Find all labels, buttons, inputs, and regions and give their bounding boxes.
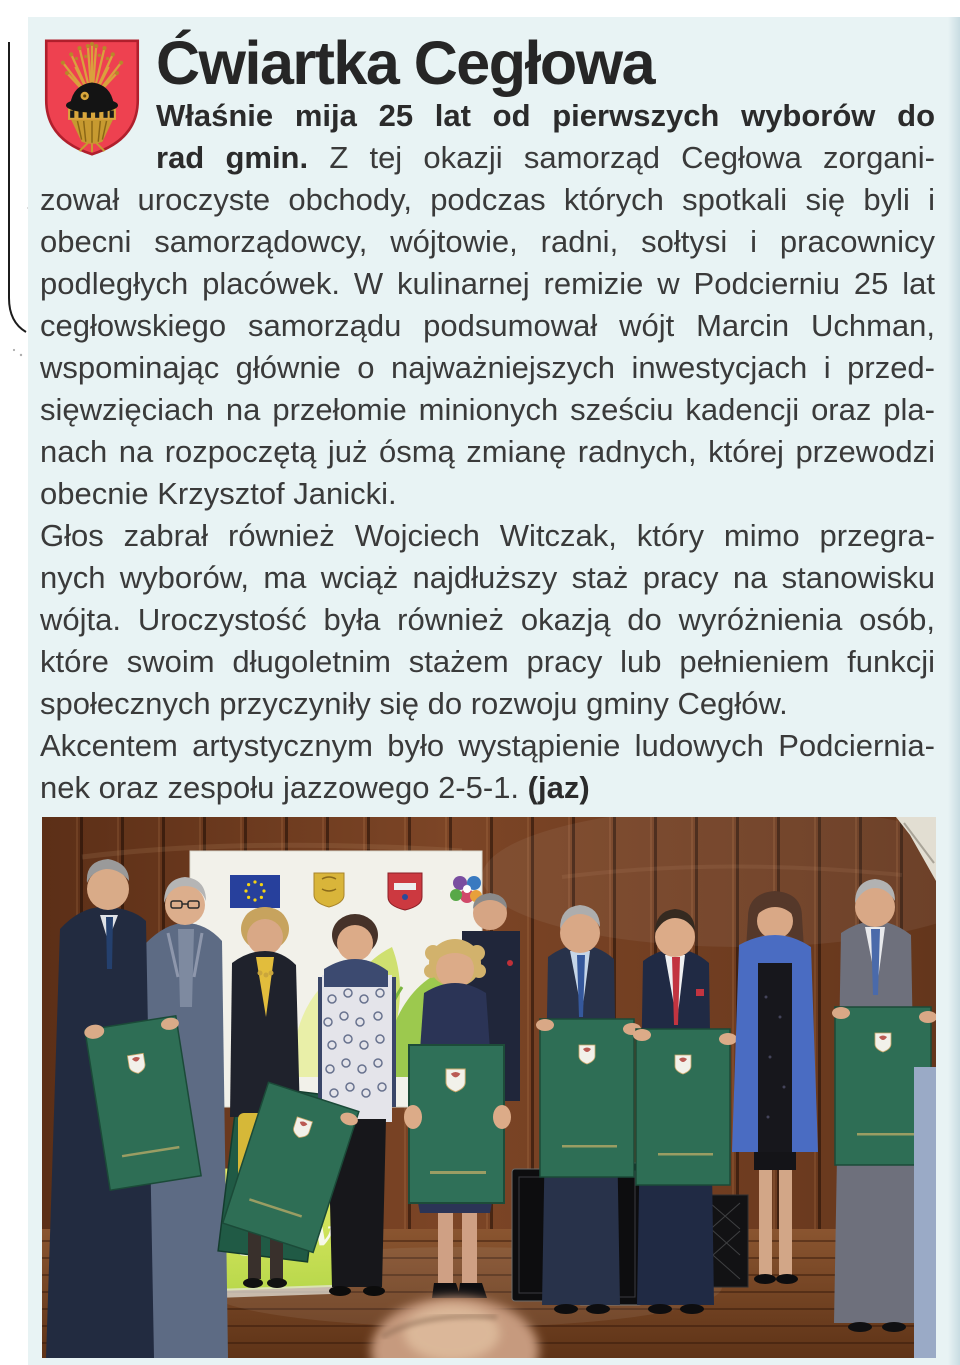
article-body bbox=[40, 95, 935, 809]
column-border-line bbox=[9, 42, 26, 332]
text-run: zował uroczyste obchody, podczas których spotkali się byli i bbox=[40, 182, 935, 217]
text-run: Akcentem artystycznym było wystąpienie ludowych Podciernia- bbox=[40, 728, 935, 763]
article-line bbox=[40, 767, 935, 809]
article bbox=[28, 17, 960, 1358]
article-line bbox=[40, 95, 935, 137]
article-line bbox=[40, 347, 935, 389]
text-run: wspominając głównie o najważniejszych inwestycjach i przed- bbox=[40, 350, 935, 385]
article-line bbox=[40, 599, 935, 641]
gold-crest-logo bbox=[314, 873, 344, 907]
article-line bbox=[40, 305, 935, 347]
photo-scene bbox=[42, 817, 936, 1358]
text-run: nych wyborów, ma wciąż najdłuższy staż pracy na stanowisku bbox=[40, 560, 935, 595]
text-run: sięwzięciach na przełomie minionych sześciu kadencji oraz pla- bbox=[40, 392, 935, 427]
article-line bbox=[40, 473, 935, 515]
text-run: Głos zabrał również Wojciech Witczak, który mimo przegra- bbox=[40, 518, 935, 553]
article-line bbox=[40, 389, 935, 431]
article-line bbox=[40, 725, 935, 767]
pocket-square bbox=[696, 989, 704, 996]
text-run: rad gmin. bbox=[156, 140, 309, 175]
article-line bbox=[40, 557, 935, 599]
green-folder bbox=[536, 1019, 641, 1177]
text-run: (jaz) bbox=[527, 770, 590, 805]
article-line bbox=[40, 515, 935, 557]
text-run: nek oraz zespołu jazzowego 2-5-1. bbox=[40, 770, 528, 805]
article-line bbox=[40, 431, 935, 473]
dust-speck bbox=[13, 349, 15, 351]
red-crest-logo bbox=[388, 873, 422, 910]
text-run: cegłowskiego samorządu podsumował wójt Marcin Uchman, bbox=[40, 308, 935, 343]
text-run: Właśnie mija 25 lat od pierwszych wyborów do bbox=[156, 98, 935, 133]
green-folder bbox=[404, 1045, 511, 1203]
article-panel bbox=[28, 17, 960, 1365]
ceglow-crest-icon bbox=[40, 35, 144, 159]
article-line bbox=[40, 137, 935, 179]
article-line bbox=[40, 221, 935, 263]
text-run: obecnie Krzysztof Janicki. bbox=[40, 476, 397, 511]
text-run: społecznych przyczyniły się do rozwoju gminy Cegłów. bbox=[40, 686, 788, 721]
cutoff-person-sleeve bbox=[914, 1067, 936, 1358]
eu-flag-logo bbox=[230, 875, 280, 908]
page-title: Ćwiartka Cegłowa bbox=[156, 29, 655, 97]
green-folder bbox=[633, 1029, 737, 1185]
article-line bbox=[40, 263, 935, 305]
article-photo bbox=[42, 817, 936, 1358]
article-line bbox=[40, 179, 935, 221]
dust-speck bbox=[20, 354, 22, 356]
text-run: nach na rozpoczętą już ósmą zmianę radnych, której przewodzi bbox=[40, 434, 935, 469]
article-line bbox=[40, 641, 935, 683]
text-run: które swoim długoletnim stażem pracy lub pełnieniem funkcji bbox=[40, 644, 935, 679]
text-run: wójta. Uroczystość była również okazją do wyróżnienia osób, bbox=[40, 602, 935, 637]
text-run: obecni samorządowcy, wójtowie, radni, sołtysi i pracownicy bbox=[40, 224, 935, 259]
article-line bbox=[40, 683, 935, 725]
text-run: podległych placówek. W kulinarnej remizie w Podcierniu 25 lat bbox=[40, 266, 935, 301]
text-run: Z tej okazji samorząd Cegłowa zorgani- bbox=[308, 140, 935, 175]
